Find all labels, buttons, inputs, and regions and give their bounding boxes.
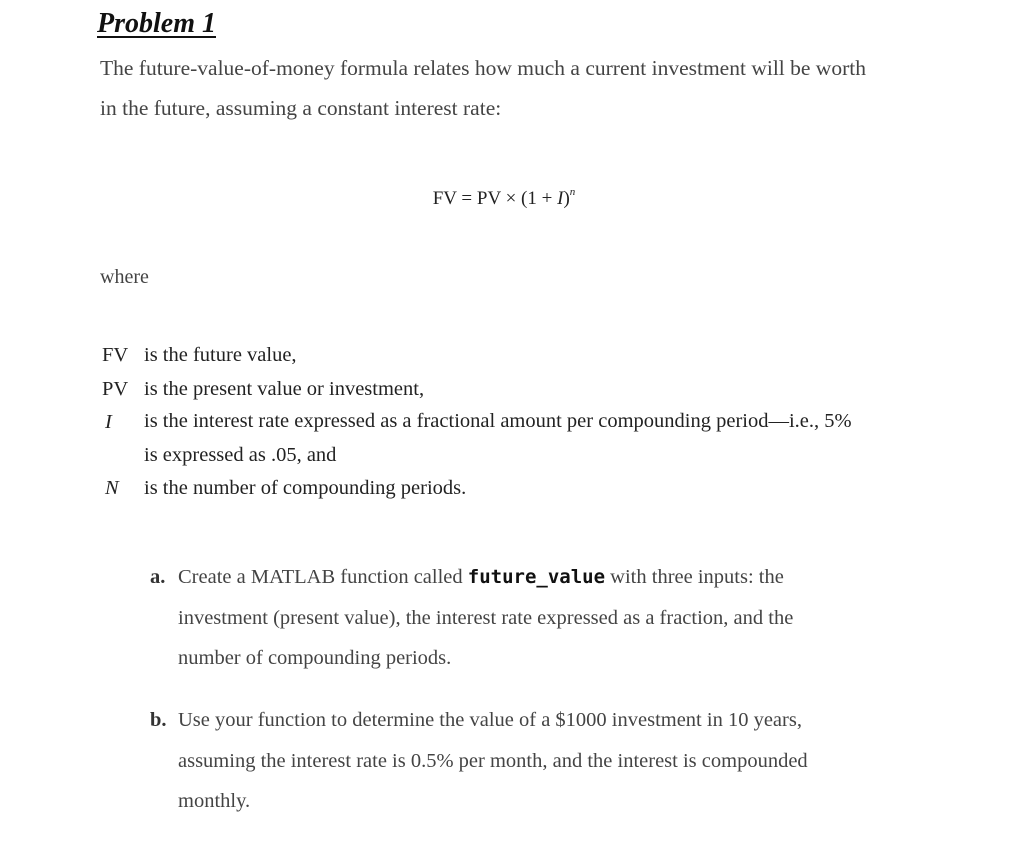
question-b-body (178, 700, 968, 822)
intro-line-2: in the future, assuming a constant interest rate: (100, 96, 502, 120)
definition-symbol: I (105, 411, 112, 433)
question-a-line-1 (178, 557, 968, 598)
definition-text: is the future value, (144, 344, 297, 366)
question-b-line-2: assuming the interest rate is 0.5% per month, and the interest is compounded (178, 749, 808, 772)
definition-text: is the present value or investment, (144, 377, 425, 400)
formula-close-paren: ) (563, 188, 570, 209)
question-a-body (178, 557, 968, 679)
question-b-label: b. (150, 709, 167, 731)
definition-symbol: FV (102, 344, 129, 366)
question-a-label: a. (150, 566, 166, 588)
question-a (150, 557, 970, 679)
intro-paragraph (100, 48, 1000, 128)
function-name-code: future_value (467, 566, 606, 588)
question-b (150, 700, 970, 822)
future-value-formula (0, 186, 1024, 210)
formula-times: × (1 + (500, 188, 558, 209)
definition-text: is the interest rate expressed as a fractional amount per compounding period—i.e., 5% is expressed as .05, and (144, 410, 852, 466)
formula-equals: = (456, 188, 477, 209)
definition-symbol: PV (102, 377, 129, 400)
question-a-text-after: with three inputs: the (605, 566, 784, 588)
intro-line-1: The future-value-of-money formula relates how much a current investment will be worth (100, 56, 866, 80)
formula-fv: FV (432, 188, 457, 209)
question-a-line-3: number of compounding periods. (178, 647, 452, 669)
definition-text: is the number of compounding periods. (144, 477, 467, 499)
formula-pv: PV (476, 188, 501, 209)
definition-symbol: N (105, 477, 119, 499)
question-b-line-1: Use your function to determine the value of a $1000 investment in 10 years, (178, 709, 802, 731)
question-a-line-2: investment (present value), the interest rate expressed as a fraction, and the (178, 606, 794, 629)
question-b-line-3: monthly. (178, 790, 251, 812)
where-label: where (100, 266, 149, 288)
question-a-text-before: Create a MATLAB function called (178, 566, 468, 588)
problem-title: Problem 1 (97, 8, 216, 39)
formula-exponent: n (569, 186, 576, 198)
formula-rate: I (557, 188, 564, 209)
